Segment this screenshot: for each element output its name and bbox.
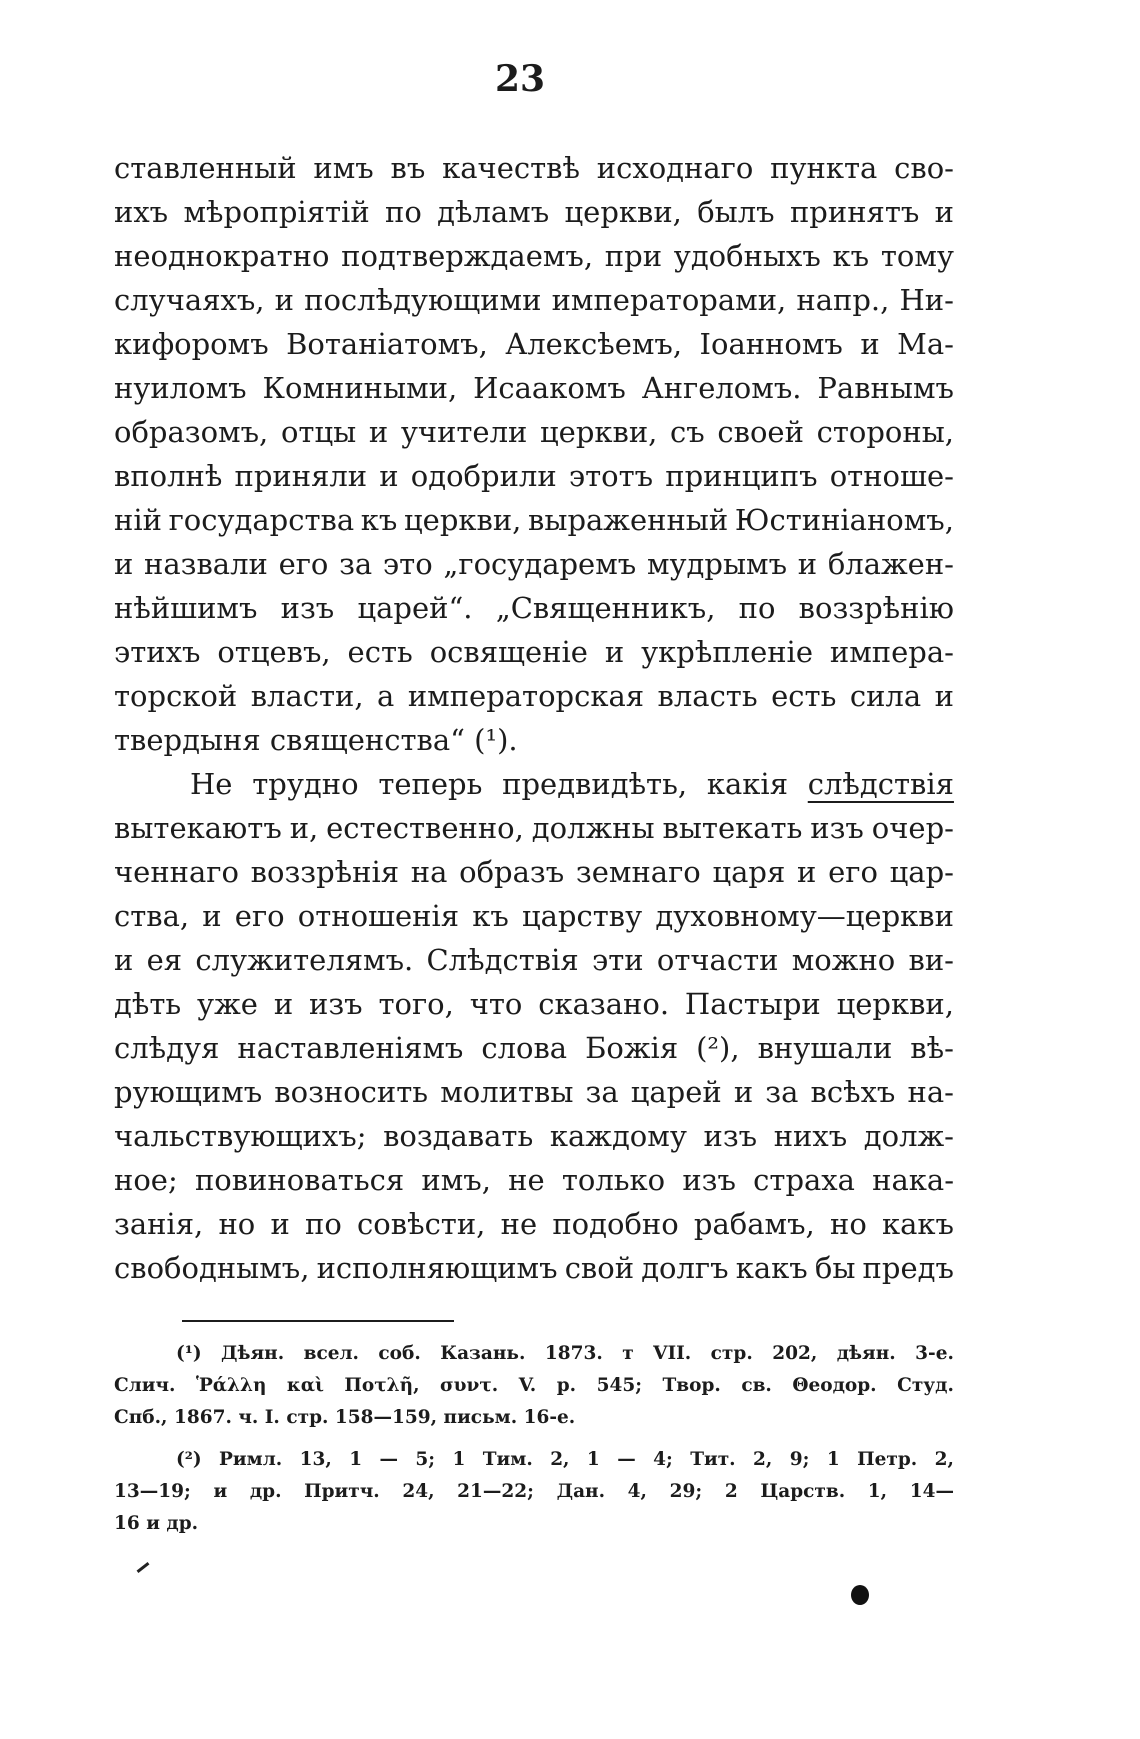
text-line: вполнѣ приняли и одобрили этотъ принципъ отноше- bbox=[114, 459, 954, 493]
footnotes bbox=[114, 1338, 954, 1540]
page-number: 23 bbox=[494, 58, 546, 100]
text-line: вытекаютъ и, естественно, должны вытекать изъ очер- bbox=[114, 811, 954, 845]
text-line: нѣйшимъ изъ царей“. „Священникъ, по воззрѣнію bbox=[114, 591, 954, 625]
footnote-line: (¹) Дѣян. всел. соб. Казань. 1873. т VII. стр. 202, дѣян. 3-е. bbox=[176, 1343, 954, 1364]
ink-dot-mark bbox=[851, 1585, 869, 1605]
text-line: свободнымъ, исполняющимъ свой долгъ какъ бы предъ bbox=[114, 1251, 954, 1285]
footnote-line: 13—19; и др. Притч. 24, 21—22; Дан. 4, 29; 2 Царств. 1, 14— bbox=[114, 1481, 954, 1502]
footnote-line: Слич. Ῥάλλη καὶ Ποτλῆ, συντ. V. p. 545; Твор. св. Θеодор. Студ. bbox=[114, 1375, 954, 1396]
text-line: ства, и его отношенія къ царству духовному—церкви bbox=[114, 899, 954, 933]
text-line: ное; повиноваться имъ, не только изъ страха нака- bbox=[114, 1163, 954, 1197]
paragraph-2 bbox=[114, 762, 954, 1290]
text-line: твердыня священства“ (¹). bbox=[114, 723, 518, 757]
text-line: торской власти, а императорская власть есть сила и bbox=[114, 679, 954, 713]
text-line: ній государства къ церкви, выраженный Юстиніаномъ, bbox=[114, 503, 954, 537]
text-line: образомъ, отцы и учители церкви, съ своей стороны, bbox=[114, 415, 954, 449]
text-line: ихъ мѣропріятій по дѣламъ церкви, былъ принятъ и bbox=[114, 195, 954, 229]
text-line: случаяхъ, и послѣдующими императорами, напр., Ни- bbox=[114, 283, 954, 317]
text-line: рующимъ возносить молитвы за царей и за всѣхъ на- bbox=[114, 1075, 954, 1109]
text-line: нуиломъ Комниными, Исаакомъ Ангеломъ. Равнымъ bbox=[114, 371, 954, 405]
text-line: ченнаго воззрѣнія на образъ земнаго царя и его цар- bbox=[114, 855, 954, 889]
footnote-2 bbox=[114, 1444, 954, 1540]
text-line: занія, но и по совѣсти, не подобно рабамъ, но какъ bbox=[114, 1207, 954, 1241]
text-line-underlined: Не трудно теперь предвидѣть, какія слѣдствія bbox=[190, 767, 954, 801]
text-line: кифоромъ Вотаніатомъ, Алексѣемъ, Іоанномъ и Ма- bbox=[114, 327, 954, 361]
text-line: дѣть уже и изъ того, что сказано. Пастыри церкви, bbox=[114, 987, 954, 1021]
text-line: и ея служителямъ. Слѣдствія эти отчасти можно ви- bbox=[114, 943, 954, 977]
footnote-line: Спб., 1867. ч. I. стр. 158—159, письм. 16-е. bbox=[114, 1407, 576, 1428]
text-line: слѣдуя наставленіямъ слова Божія (²), внушали вѣ- bbox=[114, 1031, 954, 1065]
paragraph-1 bbox=[114, 146, 954, 762]
main-text bbox=[114, 146, 954, 1290]
text-line: чальствующихъ; воздавать каждому изъ нихъ долж- bbox=[114, 1119, 954, 1153]
footnote-line: 16 и др. bbox=[114, 1513, 199, 1534]
ink-stroke-mark bbox=[137, 1562, 150, 1573]
text-line: неоднократно подтверждаемъ, при удобныхъ къ тому bbox=[114, 239, 954, 273]
text-line: ставленный имъ въ качествѣ исходнаго пункта сво- bbox=[114, 151, 954, 185]
footnote-1 bbox=[114, 1338, 954, 1434]
footnote-separator bbox=[182, 1320, 454, 1322]
footnote-line: (²) Римл. 13, 1 — 5; 1 Тим. 2, 1 — 4; Тит. 2, 9; 1 Петр. 2, bbox=[176, 1449, 954, 1470]
text-line: этихъ отцевъ, есть освященіе и укрѣпленіе импера- bbox=[114, 635, 954, 669]
text-line: и назвали его за это „государемъ мудрымъ и блажен- bbox=[114, 547, 954, 581]
